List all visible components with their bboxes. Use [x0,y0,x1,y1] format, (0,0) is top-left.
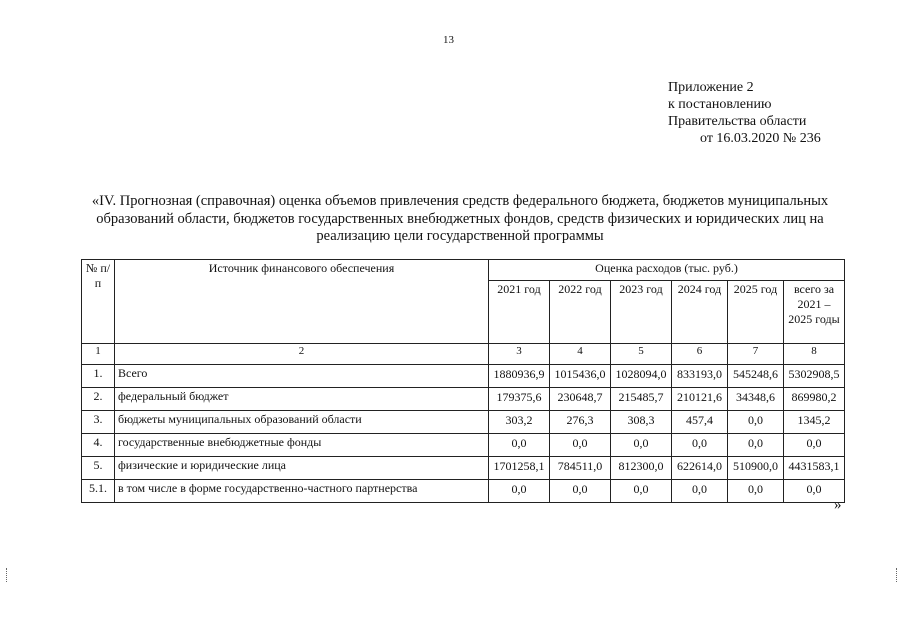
row-value: 622614,0 [672,457,728,480]
row-num: 5.1. [82,480,115,503]
index-cell: 7 [728,344,784,365]
table-row [82,457,845,480]
row-value: 0,0 [672,480,728,503]
row-source: в том числе в форме государственно-частного партнерства [115,480,489,503]
row-value: 210121,6 [672,388,728,411]
row-value: 303,2 [489,411,550,434]
row-value: 833193,0 [672,365,728,388]
row-value: 0,0 [728,411,784,434]
row-value: 179375,6 [489,388,550,411]
index-cell: 4 [550,344,611,365]
row-num: 2. [82,388,115,411]
section-heading: «IV. Прогнозная (справочная) оценка объемов привлечения средств федерального бюджета, бюджетов муниципальных образований области, бюджетов государственных внебюджетных фондов, средств физических и юридических лиц на реализацию цели государственной программы [91,193,829,244]
row-value: 510900,0 [728,457,784,480]
row-value: 0,0 [489,434,550,457]
row-value: 457,4 [672,411,728,434]
row-source: Всего [115,365,489,388]
table-row [82,365,845,388]
header-source: Источник финансового обеспечения [115,260,489,344]
table-row [82,434,845,457]
row-value: 0,0 [672,434,728,457]
header-total: всего за 2021 – 2025 годы [784,281,845,344]
header-year: 2025 год [728,281,784,344]
row-value: 0,0 [728,480,784,503]
table-header-row [82,260,845,281]
row-value: 1015436,0 [550,365,611,388]
row-value: 0,0 [728,434,784,457]
row-value: 1701258,1 [489,457,550,480]
scan-margin-mark [896,568,899,582]
row-source: федеральный бюджет [115,388,489,411]
row-value: 308,3 [611,411,672,434]
appendix-line: Приложение 2 [668,80,754,95]
table-row [82,411,845,434]
appendix-line: к постановлению [668,97,772,112]
index-cell: 5 [611,344,672,365]
row-value: 0,0 [784,434,845,457]
row-value: 0,0 [550,434,611,457]
header-year: 2023 год [611,281,672,344]
row-value: 34348,6 [728,388,784,411]
row-num: 4. [82,434,115,457]
row-value: 276,3 [550,411,611,434]
header-num: № п/п [82,260,115,344]
row-value: 230648,7 [550,388,611,411]
header-year: 2021 год [489,281,550,344]
row-value: 0,0 [611,480,672,503]
row-source: бюджеты муниципальных образований области [115,411,489,434]
row-value: 0,0 [489,480,550,503]
row-value: 0,0 [784,480,845,503]
row-value: 545248,6 [728,365,784,388]
appendix-block [668,79,821,147]
scan-margin-mark [6,568,9,582]
row-value: 1345,2 [784,411,845,434]
header-estimate: Оценка расходов (тыс. руб.) [489,260,845,281]
appendix-line: Правительства области [668,114,807,129]
index-cell: 8 [784,344,845,365]
row-value: 784511,0 [550,457,611,480]
financing-table [81,259,845,503]
row-value: 1028094,0 [611,365,672,388]
row-value: 4431583,1 [784,457,845,480]
page-number: 13 [443,34,454,46]
table-row [82,388,845,411]
table-row [82,480,845,503]
closing-quote: » [834,497,842,513]
row-num: 5. [82,457,115,480]
row-num: 3. [82,411,115,434]
row-value: 0,0 [611,434,672,457]
table-index-row [82,344,845,365]
index-cell: 2 [115,344,489,365]
row-source: государственные внебюджетные фонды [115,434,489,457]
row-value: 5302908,5 [784,365,845,388]
row-num: 1. [82,365,115,388]
index-cell: 6 [672,344,728,365]
index-cell: 3 [489,344,550,365]
index-cell: 1 [82,344,115,365]
row-value: 215485,7 [611,388,672,411]
row-value: 869980,2 [784,388,845,411]
header-year: 2022 год [550,281,611,344]
header-year: 2024 год [672,281,728,344]
row-value: 812300,0 [611,457,672,480]
row-value: 0,0 [550,480,611,503]
row-value: 1880936,9 [489,365,550,388]
row-source: физические и юридические лица [115,457,489,480]
appendix-line: от 16.03.2020 № 236 [700,131,821,146]
